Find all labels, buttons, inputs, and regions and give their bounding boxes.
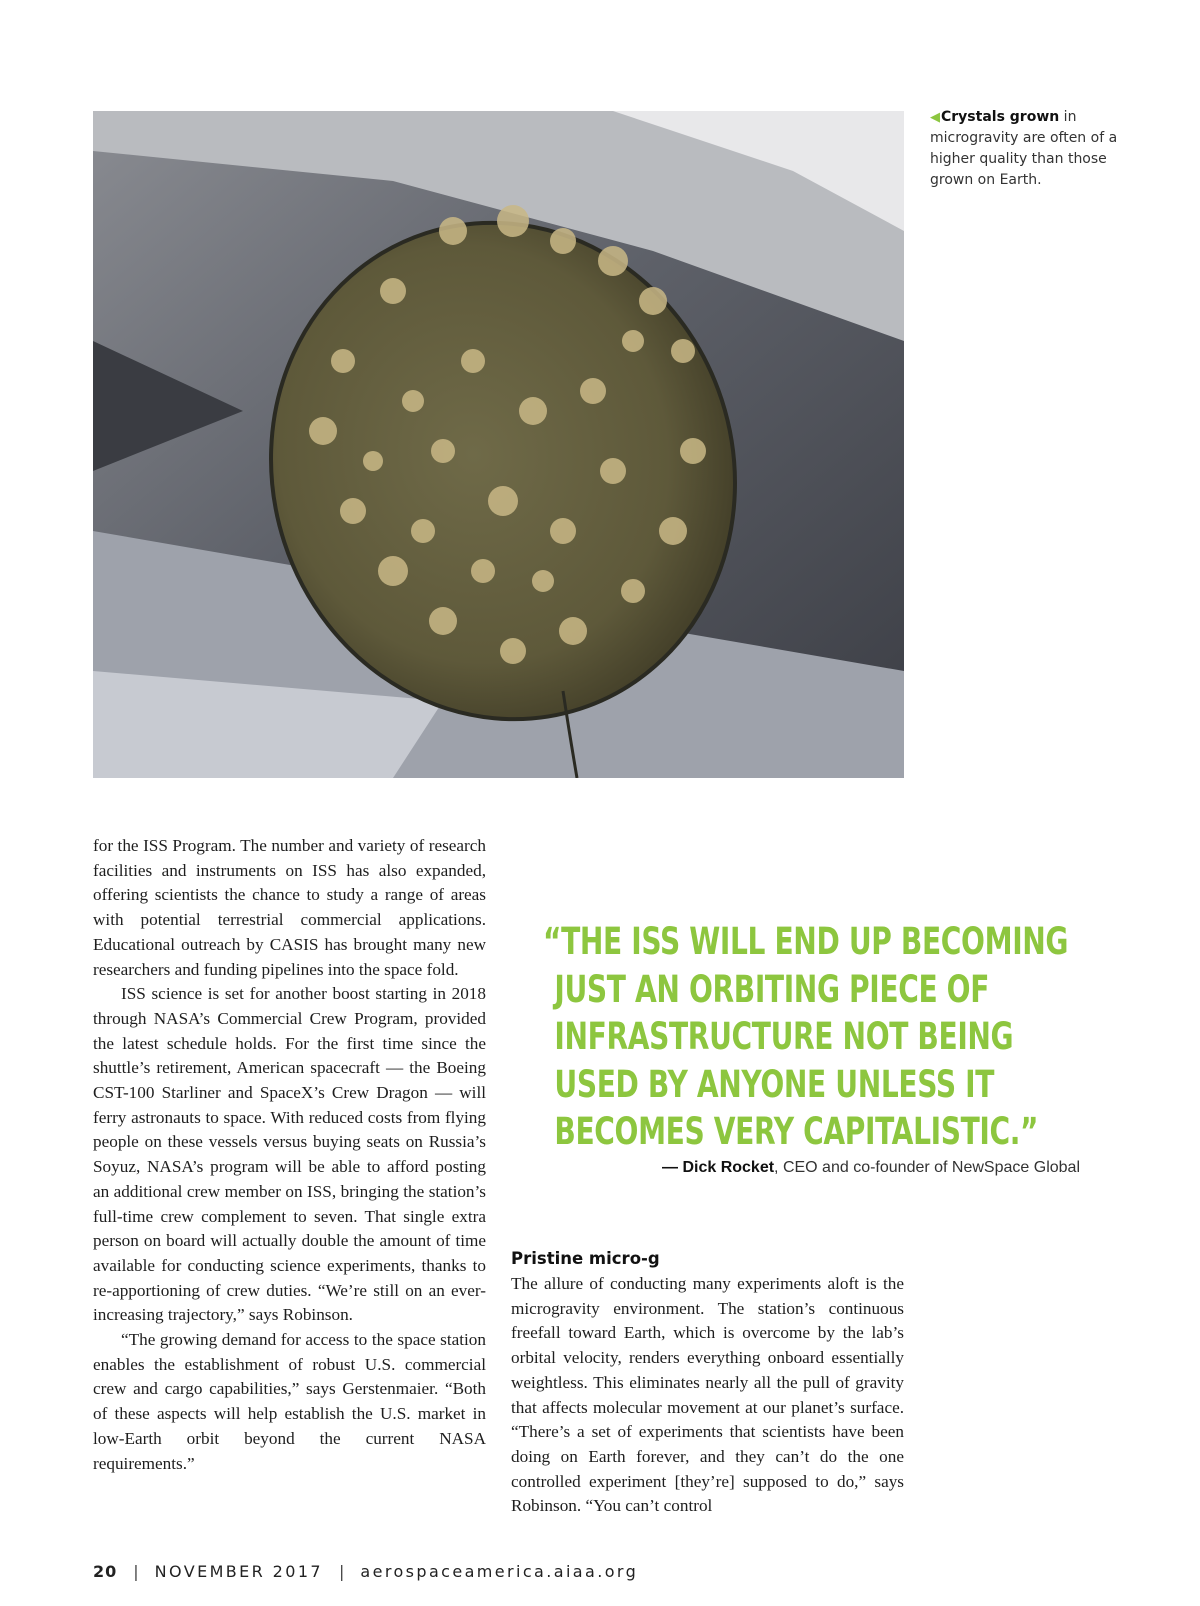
attribution-name: Dick Rocket (682, 1159, 775, 1176)
right-column (511, 1248, 904, 1519)
caret-left-icon: ◀ (930, 110, 940, 125)
caption-text: in microgravity are often of a higher quality than those grown on Earth. (930, 109, 1118, 188)
paragraph: “The growing demand for access to the space station enables the establishment of robust U.S. commercial crew and cargo capabilities,” says Gerstenmaier. “Both of these aspects will help establish the U.S. market in low-Earth orbit beyond the current NASA requirements.” (93, 1330, 486, 1473)
paragraph: The allure of conducting many experiments aloft is the microgravity environment. The station’s continuous freefall toward Earth, which is overcome by the lab’s orbital velocity, renders everything onboard essentially weightless. This eliminates nearly all the pull of gravity that affects molecular movement at our planet’s surface. “There’s a set of experiments that scientists have been doing on Earth forever, and they can’t do the one controlled experiment [they’re] supposed to do,” says Robinson. “You can’t control (511, 1274, 904, 1516)
photo-caption (930, 107, 1130, 191)
paragraph: for the ISS Program. The number and variety of research facilities and instruments on ISS has also expanded, offering scientists the chance to study a range of areas with potential terrestrial commercial applications. Educational outreach by CASIS has brought many new researchers and funding pipelines into the space fold. (93, 836, 486, 979)
paragraph: ISS science is set for another boost starting in 2018 through NASA’s Commercial Crew Program, provided the latest schedule holds. For the first time since the shuttle’s retirement, American spacecraft — the Boeing CST-100 Starliner and SpaceX’s Crew Dragon — will ferry astronauts to space. With reduced costs from flying people on these vessels versus buying seats on Russia’s Soyuz, NASA’s program will be able to afford posting an additional crew member on ISS, bringing the station’s full-time crew complement to seven. That single extra person on board will actually double the amount of time available for conducting science experiments, thanks to re-apportioning of crew duties. “We’re still on an ever-increasing trajectory,” says Robinson. (93, 984, 486, 1325)
pull-quote-attribution (560, 1159, 1080, 1177)
issue-date: NOVEMBER 2017 (154, 1562, 324, 1581)
footer-divider: | (339, 1562, 345, 1581)
caption-lead: Crystals grown (941, 109, 1060, 125)
left-column (93, 834, 486, 1476)
pull-quote: “THE ISS WILL END UP BECOMING JUST AN ORBITING PIECE OF INFRASTRUCTURE NOT BEING USED BY ANYONE UNLESS IT BECOMES VERY CAPITALISTIC.” (543, 920, 1069, 1153)
page-number: 20 (93, 1562, 118, 1581)
website-url: aerospaceamerica.aiaa.org (360, 1562, 639, 1581)
section-subhead: Pristine micro-g (511, 1249, 660, 1268)
attribution-prefix: — (662, 1159, 683, 1176)
footer-divider: | (133, 1562, 139, 1581)
crystal-photo (93, 111, 904, 778)
page-footer (93, 1562, 638, 1581)
attribution-title: , CEO and co-founder of NewSpace Global (774, 1159, 1080, 1176)
